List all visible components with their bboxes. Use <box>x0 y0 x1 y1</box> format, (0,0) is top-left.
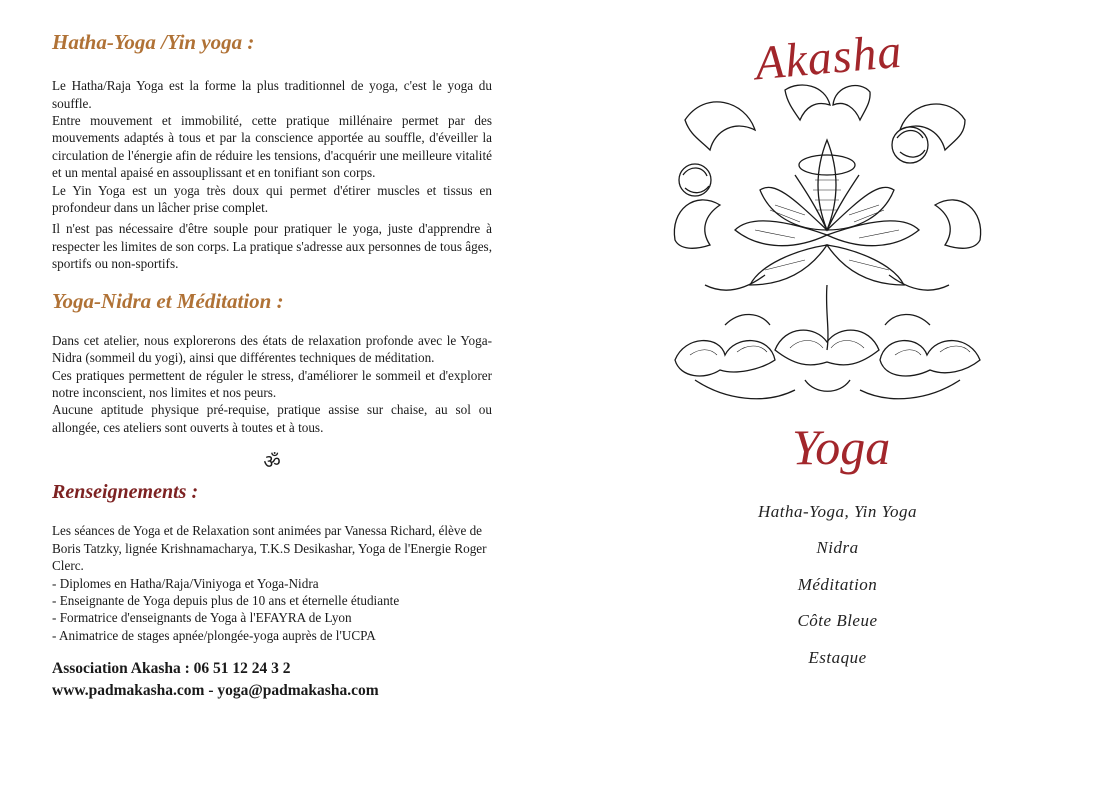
offering-item: Côte Bleue <box>797 611 878 630</box>
paragraph: Le Hatha/Raja Yoga est la forme la plus traditionnel de yoga, c'est le yoga du souffle. <box>52 78 492 111</box>
offering-item: Méditation <box>797 575 878 594</box>
brand-title: Akasha <box>752 24 905 91</box>
om-icon: ॐ <box>263 452 281 474</box>
paragraph: Entre mouvement et immobilité, cette pratique millénaire permet par des mouvements adaptés à tous et par la conscience apportée au souffle, d'éveiller la circulation de l'énergie afin de réduire les tensions, d'acquérir une meilleure vitalité et un mental apaisé en assouplissant et en tonifiant son corps. <box>52 113 492 181</box>
yoga-title: Yoga <box>792 419 891 475</box>
lotus-illustration <box>665 80 990 420</box>
left-panel <box>52 30 492 702</box>
offering-item: Estaque <box>808 648 867 667</box>
section-heading-nidra: Yoga-Nidra et Méditation : <box>52 288 284 313</box>
info-paragraph: Les séances de Yoga et de Relaxation sont animées par Vanessa Richard, élève de Boris Tatzky, lignée Krishnamacharya, T.K.S Desikashar, Yoga de l'Energie Roger Clerc. <box>52 523 487 574</box>
paragraph: Dans cet atelier, nous explorerons des états de relaxation profonde avec le Yoga-Nidra (sommeil du yogi), ainsi que différentes techniques de méditation. <box>52 332 492 366</box>
contact-web-email[interactable]: www.padmakasha.com - yoga@padmakasha.com <box>52 682 379 700</box>
section-heading-info: Renseignements : <box>52 481 199 504</box>
list-item: - Animatrice de stages apnée/plongée-yoga auprès de l'UCPA <box>52 627 376 643</box>
offering-item: Hatha-Yoga, Yin Yoga <box>757 502 918 521</box>
paragraph: Il n'est pas nécessaire d'être souple pour pratiquer le yoga, juste d'apprendre à respecter les limites de son corps. La pratique s'adresse aux personnes de tous âges, sportifs ou non-sportifs. <box>52 221 492 272</box>
section-heading-hatha: Hatha-Yoga /Yin yoga : <box>52 30 255 54</box>
paragraph: Aucune aptitude physique pré-requise, pratique assise sur chaise, au sol ou allongée, ces ateliers sont ouverts à toutes et à tous. <box>52 402 492 435</box>
contact-phone: Association Akasha : 06 51 12 24 3 2 <box>52 660 291 678</box>
paragraph: Ces pratiques permettent de réguler le stress, d'améliorer le sommeil et d'explorer notre inconscient, nos limites et nos peurs. <box>52 367 492 401</box>
list-item: - Diplomes en Hatha/Raja/Viniyoga et Yoga-Nidra <box>52 575 319 591</box>
paragraph: Le Yin Yoga est un yoga très doux qui permet d'étirer muscles et tissus en profondeur dans un lâcher prise complet. <box>52 182 492 216</box>
right-panel <box>560 0 1115 787</box>
offering-item: Nidra <box>816 538 859 557</box>
list-item: - Enseignante de Yoga depuis plus de 10 ans et éternelle étudiante <box>52 592 400 608</box>
list-item: - Formatrice d'enseignants de Yoga à l'EFAYRA de Lyon <box>52 610 352 626</box>
